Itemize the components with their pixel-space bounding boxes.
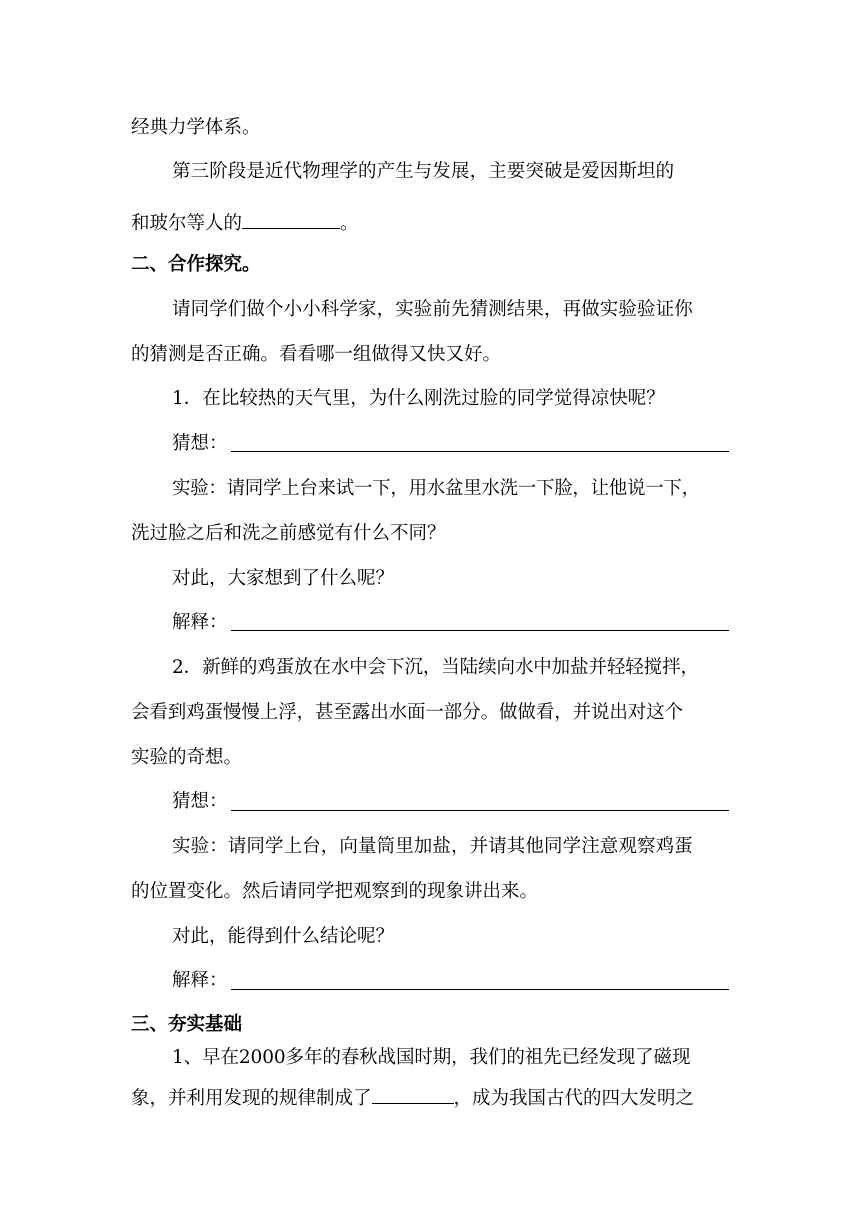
q2-experiment-line1: 实验：请同学上台，向量筒里加盐，并请其他同学注意观察鸡蛋 (172, 836, 693, 857)
paragraph-stage3-line1: 第三阶段是近代物理学的产生与发展，主要突破是爱因斯坦的 (172, 161, 675, 182)
question-2-line3: 实验的奇想。 (131, 747, 243, 768)
intro-line2: 的猜测是否正确。看看哪一组做得又快又好。 (131, 344, 502, 365)
section-heading-basics: 三、夯实基础 (131, 1014, 243, 1035)
text-line-classical-mechanics: 经典力学体系。 (131, 117, 261, 138)
q1-experiment-line1: 实验：请同学上台来试一下，用水盆里水洗一下脸，让他说一下， (172, 478, 700, 499)
q1-think: 对此，大家想到了什么呢？ (172, 568, 395, 589)
question-2-line2: 会看到鸡蛋慢慢上浮，甚至露出水面一部分。做做看，并说出对这个 (131, 702, 684, 723)
q2-guess-answer-line (231, 810, 729, 811)
fill-blank-compass (372, 1085, 454, 1104)
basics-item1-line1: 1、早在2000多年的春秋战国时期，我们的祖先已经发现了磁现 (172, 1047, 691, 1068)
basics-item1-text-end: ，成为我国古代的四大发明之 (453, 1088, 695, 1109)
q2-explain-label: 解释： (172, 970, 228, 991)
q1-explain-label: 解释： (172, 612, 228, 633)
q2-experiment-line2: 的位置变化。然后请同学把观察到的现象讲出来。 (131, 881, 539, 902)
question-2-line1: 2．新鲜的鸡蛋放在水中会下沉，当陆续向水中加盐并轻轻搅拌， (172, 657, 699, 678)
intro-line1: 请同学们做个小小科学家，实验前先猜测结果，再做实验验证你 (172, 299, 693, 320)
q1-guess-answer-line (231, 451, 729, 452)
fill-blank-stage3 (242, 210, 340, 229)
stage3-text: 和玻尔等人的 (131, 213, 243, 234)
q2-explain-answer-line (231, 989, 729, 990)
stage3-period: 。 (340, 213, 359, 234)
q1-experiment-line2: 洗过脸之后和洗之前感觉有什么不同？ (131, 523, 446, 544)
section-heading-cooperative-inquiry: 二、合作探究。 (131, 254, 261, 275)
paragraph-stage3-line2 (131, 210, 359, 234)
question-1: 1．在比较热的天气里，为什么刚洗过脸的同学觉得凉快呢？ (172, 388, 665, 409)
q1-explain-answer-line (231, 630, 729, 631)
basics-item1-line2 (131, 1085, 694, 1109)
basics-item1-text: 象，并利用发现的规律制成了 (131, 1088, 372, 1109)
q1-guess-label: 猜想： (172, 433, 228, 454)
q2-think: 对此，能得到什么结论呢？ (172, 926, 395, 947)
q2-guess-label: 猜想： (172, 791, 228, 812)
